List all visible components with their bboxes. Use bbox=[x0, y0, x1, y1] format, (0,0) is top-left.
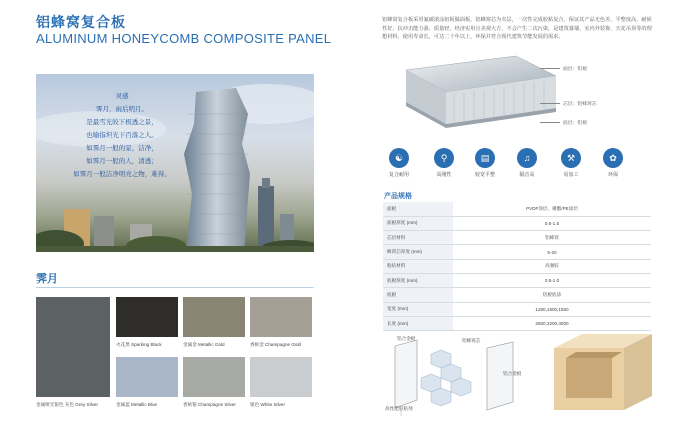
poem-line: 如霁月一般的景，洁净， bbox=[86, 145, 158, 152]
spec-value: 2500,3200,4000 bbox=[453, 316, 651, 330]
section-divider bbox=[36, 287, 314, 288]
spec-value: 铝蜂窝 bbox=[453, 231, 651, 245]
spec-value: 高强胶 bbox=[453, 259, 651, 273]
spec-key: 面板厚度 (mm) bbox=[383, 216, 453, 230]
spec-value: PVDF涂层、聚酯/PE涂层 bbox=[453, 202, 651, 216]
layer-label-top: 面层：铝板 bbox=[563, 67, 587, 72]
table-row bbox=[383, 316, 651, 330]
swatch-label: 金属金 Metallic Gold bbox=[183, 342, 225, 347]
diagram-label: 高性能胶粘剂 bbox=[385, 406, 413, 411]
feature-label: 复合耐用 bbox=[388, 172, 409, 178]
spec-key: 蜂窝芯厚度 (mm) bbox=[383, 245, 453, 259]
spec-key: 底板 bbox=[383, 288, 453, 302]
page-title-cn: 铝蜂窝复合板 bbox=[36, 14, 126, 30]
spec-value: 5-20 bbox=[453, 245, 651, 259]
table-row bbox=[383, 302, 651, 316]
honeycomb-cube-illustration bbox=[548, 330, 658, 414]
spec-key: 底板厚度 (mm) bbox=[383, 273, 453, 287]
shield-icon: ☯ bbox=[389, 148, 409, 168]
diagram-label: 铝合金板 bbox=[397, 336, 416, 341]
swatch-label: 香槟银 Champagne Silver bbox=[183, 402, 236, 407]
swatch-label: 火花黑 Sparking Black bbox=[116, 342, 162, 347]
diagram-label: 铝合金板 bbox=[503, 371, 522, 376]
tool-icon: ⚒ bbox=[561, 148, 581, 168]
layer-label-core: 芯层：铝蜂窝芯 bbox=[563, 102, 597, 107]
poem-line: 霁月，雨后明月。 bbox=[96, 106, 148, 113]
feature-label: 高刚性 bbox=[436, 172, 452, 178]
feature-item bbox=[510, 148, 544, 178]
magnifier-icon: ⚲ bbox=[434, 148, 454, 168]
spec-key: 面板 bbox=[383, 202, 453, 216]
color-swatch bbox=[250, 297, 312, 337]
feature-label: 较宽平整 bbox=[474, 172, 495, 178]
layer-label-bottom: 底层：铝板 bbox=[563, 121, 587, 126]
poem-block bbox=[47, 90, 197, 181]
table-row bbox=[383, 245, 651, 259]
swatch-label: 金属蓝 Metallic Blue bbox=[116, 402, 158, 407]
spec-value: 0.5-1.5 bbox=[453, 216, 651, 230]
feature-item bbox=[596, 148, 630, 178]
leader-line bbox=[540, 103, 560, 104]
color-swatch bbox=[250, 357, 312, 397]
feature-label: 隔音高 bbox=[519, 172, 535, 178]
spec-value: 0.5-1.0 bbox=[453, 273, 651, 287]
table-row bbox=[383, 231, 651, 245]
leaf-icon: ✿ bbox=[603, 148, 623, 168]
feature-item bbox=[427, 148, 461, 178]
color-swatch bbox=[116, 297, 178, 337]
sound-icon: ♫ bbox=[517, 148, 537, 168]
spec-title: 产品规格 bbox=[384, 193, 412, 200]
panel-structure-illustration bbox=[396, 50, 566, 140]
feature-item bbox=[554, 148, 588, 178]
panel-icon: ▤ bbox=[475, 148, 495, 168]
poem-line: 灵感 bbox=[115, 93, 129, 100]
spec-value: 1250,1500,1550 bbox=[453, 302, 651, 316]
swatch-label: 银色 White Silver bbox=[250, 402, 285, 407]
color-swatch bbox=[116, 357, 178, 397]
poem-line: 如霁月一般洁净明亮之物，难得。 bbox=[73, 171, 171, 178]
leader-line bbox=[540, 122, 560, 123]
color-swatch bbox=[183, 357, 245, 397]
feature-item bbox=[468, 148, 502, 178]
spec-key: 长度 (mm) bbox=[383, 316, 453, 330]
feature-label: 环保 bbox=[607, 172, 618, 178]
spec-key: 芯层材料 bbox=[383, 231, 453, 245]
spec-key: 粘结材料 bbox=[383, 259, 453, 273]
color-swatch-large bbox=[36, 297, 110, 397]
swatch-label: 香槟金 Champagne Gold bbox=[250, 342, 302, 347]
colors-section-title: 霁月 bbox=[36, 273, 58, 285]
swatch-label: 金属哑光银色 灰色 Grey Silver bbox=[36, 402, 99, 407]
color-swatch bbox=[183, 297, 245, 337]
leader-line bbox=[540, 68, 560, 69]
intro-paragraph: 铝蜂窝复合板采用氟碳滚涂铝板做面板，铝蜂窝芯为夹层，一次性完成胶粘复合，保证其产品无色差、平整度高、耐候性好、抗冲击能力强、质量轻，经济实用且美观大方，不会产生二次污染，是建筑幕墙、室内外装饰、天花吊顶等的理想材料，使用寿命长，可达二十年以上，环保并符合现代建筑节能发展的需求。 bbox=[382, 17, 652, 40]
spec-key: 宽度 (mm) bbox=[383, 302, 453, 316]
table-row bbox=[383, 273, 651, 287]
diagram-label: 铝蜂窝芯 bbox=[462, 338, 481, 343]
table-row bbox=[383, 202, 651, 216]
spec-table bbox=[383, 202, 651, 331]
table-row bbox=[383, 288, 651, 302]
feature-label: 易加工 bbox=[563, 172, 579, 178]
poem-line: 也喻指坦光下百落之人。 bbox=[86, 132, 158, 139]
poem-line: 如霁月一般的人，清透； bbox=[86, 158, 158, 165]
poem-line: 是最雪光皎下极透之景， bbox=[86, 119, 158, 126]
table-row bbox=[383, 216, 651, 230]
table-row bbox=[383, 259, 651, 273]
page-title-en: ALUMINUM HONEYCOMB COMPOSITE PANEL bbox=[36, 31, 332, 46]
feature-item bbox=[382, 148, 416, 178]
spec-value: 铝板底涂 bbox=[453, 288, 651, 302]
